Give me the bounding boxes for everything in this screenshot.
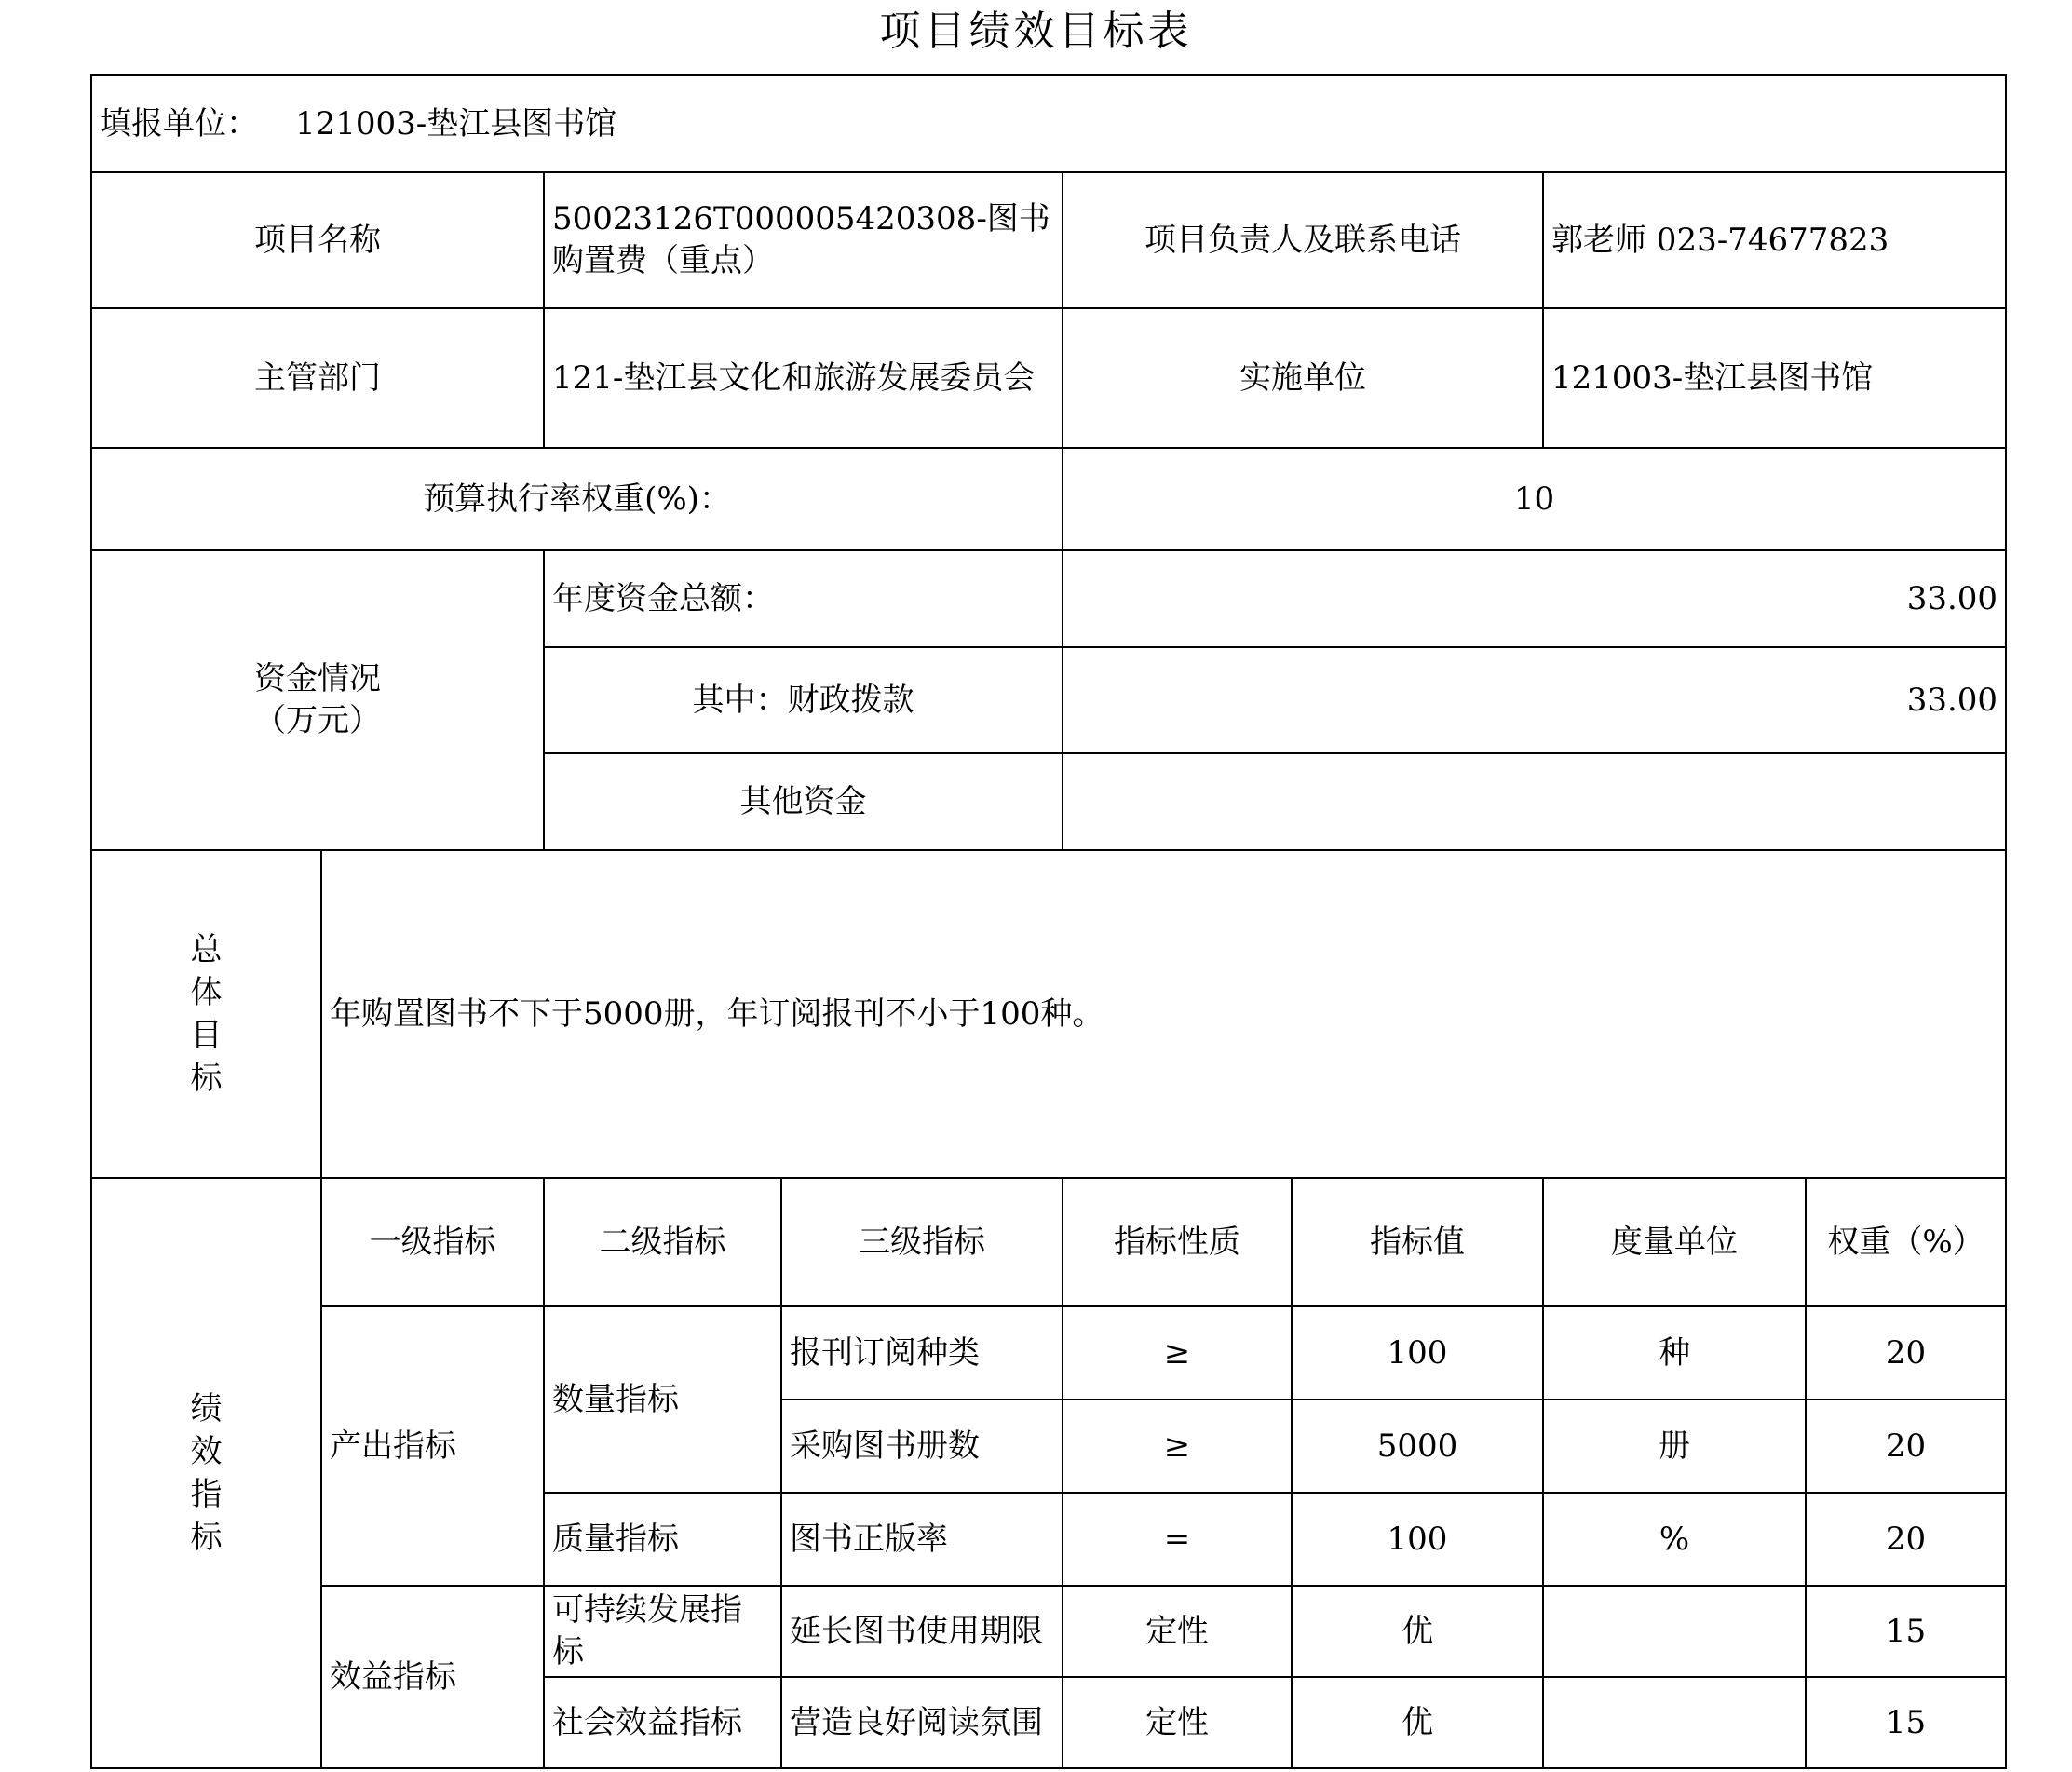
indicator-weight: 15 bbox=[1806, 1677, 2006, 1768]
indicator-third: 采购图书册数 bbox=[781, 1400, 1063, 1493]
indicator-unit bbox=[1543, 1586, 1806, 1677]
overall-goal-char: 标 bbox=[190, 1060, 223, 1097]
indicator-value: 5000 bbox=[1292, 1400, 1543, 1493]
budget-weight-value: 10 bbox=[1063, 448, 2006, 550]
indicator-unit: % bbox=[1543, 1493, 1806, 1586]
indicator-nature: ≥ bbox=[1063, 1306, 1292, 1400]
dept-label: 主管部门 bbox=[91, 308, 544, 448]
indicator-value: 100 bbox=[1292, 1306, 1543, 1400]
dept-value: 121-垫江县文化和旅游发展委员会 bbox=[544, 308, 1063, 448]
performance-table bbox=[90, 74, 2007, 1769]
header-value: 指标值 bbox=[1292, 1178, 1543, 1306]
header-weight: 权重（%） bbox=[1806, 1178, 2006, 1306]
benefit-indicator-label: 效益指标 bbox=[321, 1586, 544, 1768]
header-level2: 二级指标 bbox=[544, 1178, 781, 1306]
project-name-value: 50023126T000005420308-图书购置费（重点） bbox=[544, 172, 1063, 308]
funds-label-line1: 资金情况 bbox=[254, 660, 381, 697]
fiscal-funds-label: 其中：财政拨款 bbox=[544, 647, 1063, 753]
indicator-unit: 种 bbox=[1543, 1306, 1806, 1400]
indicator-nature: ≥ bbox=[1063, 1400, 1292, 1493]
performance-label-char: 绩 bbox=[190, 1390, 223, 1427]
annual-funds-label: 年度资金总额： bbox=[544, 550, 1063, 647]
output-indicator-label: 产出指标 bbox=[321, 1306, 544, 1586]
performance-label-char: 指 bbox=[190, 1476, 223, 1513]
indicator-weight: 20 bbox=[1806, 1493, 2006, 1586]
overall-goal-char: 总 bbox=[190, 931, 223, 968]
indicator-weight: 15 bbox=[1806, 1586, 2006, 1677]
indicator-nature: 定性 bbox=[1063, 1586, 1292, 1677]
reporting-unit-label: 填报单位： bbox=[100, 104, 258, 142]
impl-unit-label: 实施单位 bbox=[1063, 308, 1543, 448]
overall-goal-char: 体 bbox=[190, 974, 223, 1011]
header-nature: 指标性质 bbox=[1063, 1178, 1292, 1306]
header-level3: 三级指标 bbox=[781, 1178, 1063, 1306]
indicator-value: 100 bbox=[1292, 1493, 1543, 1586]
funds-label bbox=[91, 550, 544, 850]
quantity-indicator-label: 数量指标 bbox=[544, 1306, 781, 1493]
quality-indicator-label: 质量指标 bbox=[544, 1493, 781, 1586]
sustain-indicator-label: 可持续发展指标 bbox=[544, 1586, 781, 1677]
header-level1: 一级指标 bbox=[321, 1178, 544, 1306]
other-funds-label: 其他资金 bbox=[544, 753, 1063, 850]
social-indicator-label: 社会效益指标 bbox=[544, 1677, 781, 1768]
fiscal-funds-value: 33.00 bbox=[1063, 647, 2006, 753]
overall-goal-char: 目 bbox=[190, 1017, 223, 1054]
project-contact-value: 郭老师 023-74677823 bbox=[1543, 172, 2006, 308]
performance-indicators-label bbox=[91, 1178, 321, 1768]
indicator-third: 报刊订阅种类 bbox=[781, 1306, 1063, 1400]
reporting-unit-cell bbox=[91, 75, 2006, 172]
budget-weight-label: 预算执行率权重(%)： bbox=[91, 448, 1063, 550]
indicator-value: 优 bbox=[1292, 1586, 1543, 1677]
funds-label-line2: （万元） bbox=[254, 702, 381, 739]
page-title: 项目绩效目标表 bbox=[879, 7, 1193, 55]
header-unit: 度量单位 bbox=[1543, 1178, 1806, 1306]
indicator-unit: 册 bbox=[1543, 1400, 1806, 1493]
overall-goal-label bbox=[91, 850, 321, 1178]
performance-label-char: 效 bbox=[190, 1433, 223, 1470]
reporting-unit-value: 121003-垫江县图书馆 bbox=[295, 104, 617, 142]
indicator-nature: = bbox=[1063, 1493, 1292, 1586]
indicator-weight: 20 bbox=[1806, 1400, 2006, 1493]
impl-unit-value: 121003-垫江县图书馆 bbox=[1543, 308, 2006, 448]
indicator-third: 图书正版率 bbox=[781, 1493, 1063, 1586]
indicator-nature: 定性 bbox=[1063, 1677, 1292, 1768]
indicator-third: 营造良好阅读氛围 bbox=[781, 1677, 1063, 1768]
indicator-third: 延长图书使用期限 bbox=[781, 1586, 1063, 1677]
performance-label-char: 标 bbox=[190, 1519, 223, 1556]
indicator-value: 优 bbox=[1292, 1677, 1543, 1768]
indicator-unit bbox=[1543, 1677, 1806, 1768]
project-contact-label: 项目负责人及联系电话 bbox=[1063, 172, 1543, 308]
indicator-weight: 20 bbox=[1806, 1306, 2006, 1400]
project-name-label: 项目名称 bbox=[91, 172, 544, 308]
other-funds-value bbox=[1063, 753, 2006, 850]
annual-funds-value: 33.00 bbox=[1063, 550, 2006, 647]
overall-goal-text: 年购置图书不下于5000册，年订阅报刊不小于100种。 bbox=[321, 850, 2006, 1178]
